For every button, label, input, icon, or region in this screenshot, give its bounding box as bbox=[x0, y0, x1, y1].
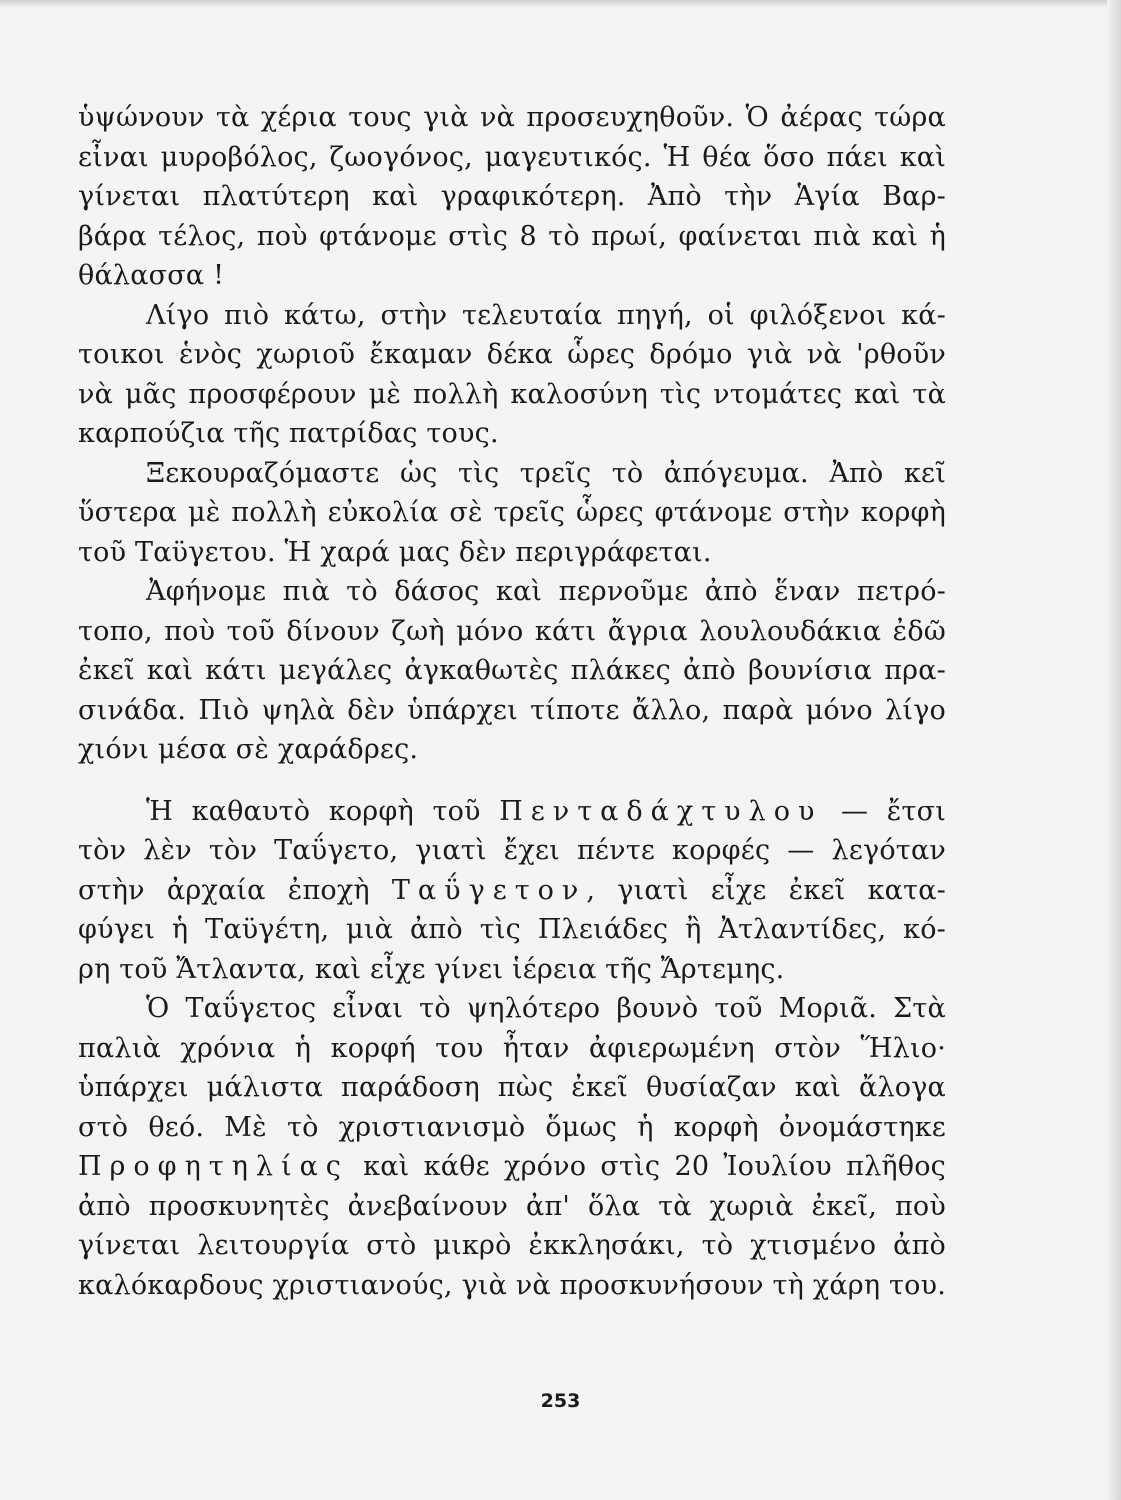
paragraph-6 bbox=[78, 989, 946, 1305]
text-line: γίνεται πλατύτερη καὶ γραφικότερη. Ἀπὸ τὴν Ἁγία Βαρ- bbox=[78, 181, 946, 212]
text-line: γίνεται λειτουργία στὸ μικρὸ ἐκκλησάκι, τὸ χτισμένο ἀπὸ bbox=[78, 1230, 946, 1261]
text-line: εἶναι μυροβόλος, ζωογόνος, μαγευτικός. Ἡ θέα ὅσο πάει καὶ bbox=[78, 141, 946, 173]
spaced-emphasis: Προφητηλίας bbox=[78, 1151, 349, 1182]
text-run: Ἡ καθαυτὸ κορφὴ τοῦ bbox=[146, 795, 500, 827]
text-line: στὸ θεό. Μὲ τὸ χριστιανισμὸ ὅμως ἡ κορφὴ ὀνομάστηκε bbox=[78, 1111, 946, 1143]
text-line: ἀπὸ προσκυνητὲς ἀνεβαίνουν ἀπ' ὅλα τὰ χωριὰ ἐκεῖ, ποὺ bbox=[78, 1190, 946, 1222]
text-run: — ἔτσι bbox=[822, 795, 947, 827]
page-right-shadow bbox=[1107, 0, 1121, 1500]
text-line: τοπο, ποὺ τοῦ δίνουν ζωὴ μόνο κάτι ἄγρια λουλουδάκια ἐδῶ bbox=[78, 615, 946, 647]
text-line: Ὁ Ταΰγετος εἶναι τὸ ψηλότερο βουνὸ τοῦ Μοριᾶ. Στὰ bbox=[146, 993, 946, 1024]
text-line: τοῦ Ταϋγετου. Ἡ χαρά μας δὲν περιγράφεται. bbox=[78, 536, 712, 568]
section-gap bbox=[78, 770, 946, 792]
text-line: τὸν λὲν τὸν Ταΰγετο, γιατὶ ἔχει πέντε κορφές — λεγόταν bbox=[78, 835, 946, 866]
text-line: παλιὰ χρόνια ἡ κορφή του ἦταν ἀφιερωμένη στὸν Ἥλιο· bbox=[78, 1032, 946, 1064]
text-line: θάλασσα ! bbox=[78, 260, 225, 291]
text-run: στὴν ἀρχαία ἐποχὴ bbox=[78, 874, 392, 906]
page-body bbox=[78, 98, 946, 1305]
text-line: ὑπάρχει μάλιστα παράδοση πὼς ἐκεῖ θυσίαζαν καὶ ἄλογα bbox=[78, 1072, 946, 1103]
text-line bbox=[78, 871, 946, 911]
text-line bbox=[78, 1147, 946, 1187]
text-line: ρη τοῦ Ἄτλαντα, καὶ εἶχε γίνει ἱέρεια τῆς Ἄρτεμης. bbox=[78, 953, 785, 985]
text-line: Λίγο πιὸ κάτω, στὴν τελευταία πηγή, οἱ φιλόξενοι κά- bbox=[146, 299, 946, 331]
spaced-emphasis: Πενταδάχτυλου bbox=[499, 795, 823, 827]
paragraph-5 bbox=[78, 792, 946, 990]
paragraph-3 bbox=[78, 454, 946, 573]
paragraph-4 bbox=[78, 572, 946, 770]
text-line: καλόκαρδους χριστιανούς, γιὰ νὰ προσκυνήσουν τὴ χάρη του. bbox=[78, 1269, 947, 1301]
text-run: καὶ κάθε χρόνο στὶς 20 Ἰουλίου πλῆθος bbox=[348, 1151, 946, 1182]
text-line: βάρα τέλος, ποὺ φτάνομε στὶς 8 τὸ πρωί, φαίνεται πιὰ καὶ ἡ bbox=[78, 220, 946, 252]
text-line: καρπούζια τῆς πατρίδας τους. bbox=[78, 418, 499, 449]
text-line: τοικοι ἑνὸς χωριοῦ ἔκαμαν δέκα ὧρες δρόμο γιὰ νὰ 'ρθοῦν bbox=[78, 339, 946, 370]
paragraph-1 bbox=[78, 98, 946, 296]
text-line: νὰ μᾶς προσφέρουν μὲ πολλὴ καλοσύνη τὶς ντομάτες καὶ τὰ bbox=[78, 378, 946, 410]
page-top-shadow bbox=[0, 0, 1121, 8]
text-line: σινάδα. Πιὸ ψηλὰ δὲν ὑπάρχει τίποτε ἄλλο, παρὰ μόνο λίγο bbox=[78, 694, 946, 726]
text-line: ὑψώνουν τὰ χέρια τους γιὰ νὰ προσευχηθοῦν. Ὁ ἀέρας τώρα bbox=[78, 102, 946, 133]
text-run: , γιατὶ εἶχε ἐκεῖ κατα- bbox=[586, 874, 946, 906]
text-line: χιόνι μέσα σὲ χαράδρες. bbox=[78, 734, 419, 765]
paragraph-2 bbox=[78, 296, 946, 454]
text-line bbox=[78, 792, 946, 832]
text-line: ἐκεῖ καὶ κάτι μεγάλες ἀγκαθωτὲς πλάκες ἀπὸ βουνίσια πρα- bbox=[78, 655, 946, 686]
text-line: Ἀφήνομε πιὰ τὸ δάσος καὶ περνοῦμε ἀπὸ ἕναν πετρό- bbox=[146, 576, 946, 607]
text-line: Ξεκουραζόμαστε ὡς τὶς τρεῖς τὸ ἀπόγευμα. Ἀπὸ κεῖ bbox=[146, 457, 946, 489]
text-line: φύγει ἡ Ταϋγέτη, μιὰ ἀπὸ τὶς Πλειάδες ἢ Ἀτλαντίδες, κό- bbox=[78, 914, 946, 945]
text-line: ὕστερα μὲ πολλὴ εὐκολία σὲ τρεῖς ὧρες φτάνομε στὴν κορφὴ bbox=[78, 497, 946, 528]
page-number: 253 bbox=[540, 1390, 581, 1412]
spaced-emphasis: Ταΰγετον bbox=[391, 874, 587, 906]
